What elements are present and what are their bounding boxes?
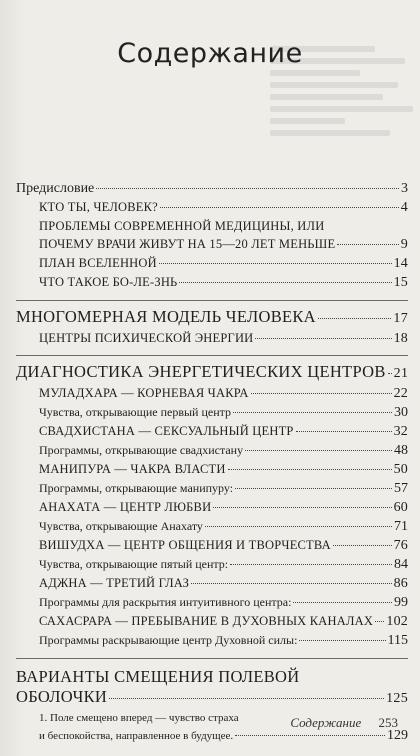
toc-chapter[interactable]: МНОГОМЕРНАЯ МОДЕЛЬ ЧЕЛОВЕКА 17 <box>16 307 408 326</box>
toc-entry[interactable]: Программы, открывающие свадхистану 48 <box>39 443 408 458</box>
toc-entry[interactable]: Чувства, открывающие Анахату 71 <box>39 519 408 534</box>
toc-entry[interactable]: ПОЧЕМУ ВРАЧИ ЖИВУТ НА 15—20 ЛЕТ МЕНЬШЕ 9 <box>39 237 408 252</box>
toc-entry[interactable]: ПЛАН ВСЕЛЕННОЙ 14 <box>39 256 408 271</box>
toc-entry[interactable]: Чувства, открывающие первый центр 30 <box>39 405 408 420</box>
toc-entry[interactable]: Программы для раскрытия интуитивного центра: 99 <box>39 595 408 610</box>
toc-entry[interactable]: ЦЕНТРЫ ПСИХИЧЕСКОЙ ЭНЕРГИИ 18 <box>39 331 408 346</box>
toc-entry[interactable]: КТО ТЫ, ЧЕЛОВЕК? 4 <box>39 200 408 215</box>
section-divider <box>16 300 408 301</box>
toc-entry[interactable]: ЧТО ТАКОЕ БО-ЛЕ-ЗНЬ 15 <box>39 275 408 290</box>
toc-entry[interactable]: и беспокойства, направленное в будущее. 129 <box>39 728 408 743</box>
toc-entry-line[interactable]: ПРОБЛЕМЫ СОВРЕМЕННОЙ МЕДИЦИНЫ, ИЛИ <box>39 219 325 233</box>
toc-entry[interactable]: Программы раскрывающие центр Духовной силы: 115 <box>39 633 408 648</box>
toc-entry[interactable]: ВИШУДХА — ЦЕНТР ОБЩЕНИЯ И ТВОРЧЕСТВА 76 <box>39 538 408 553</box>
toc-chapter[interactable]: ДИАГНОСТИКА ЭНЕРГЕТИЧЕСКИХ ЦЕНТРОВ 21 <box>16 362 409 381</box>
toc-entry-line[interactable]: 1. Поле смещено вперед — чувство страха <box>39 712 239 724</box>
section-divider <box>16 355 408 356</box>
page-number: 253 <box>378 715 398 730</box>
toc-entry[interactable]: АНАХАТА — ЦЕНТР ЛЮБВИ 60 <box>39 500 408 515</box>
toc-entry[interactable]: АДЖНА — ТРЕТИЙ ГЛАЗ 86 <box>39 576 408 591</box>
toc-chapter-line[interactable]: ВАРИАНТЫ СМЕЩЕНИЯ ПОЛЕВОЙ <box>16 667 300 686</box>
table-of-contents <box>16 180 408 745</box>
toc-chapter[interactable]: ОБОЛОЧКИ 125 <box>16 687 408 706</box>
page-title: Содержание <box>117 38 303 69</box>
toc-entry[interactable]: САХАСРАРА — ПРЕБЫВАНИЕ В ДУХОВНЫХ КАНАЛАХ 102 <box>39 614 408 629</box>
toc-entry-preface[interactable]: Предисловие 3 <box>16 181 408 196</box>
chapter2-entries <box>16 384 408 650</box>
toc-entry[interactable]: Чувства, открывающие пятый центр: 84 <box>39 557 408 572</box>
toc-entry[interactable]: СВАДХИСТАНА — СЕКСУАЛЬНЫЙ ЦЕНТР 32 <box>39 424 408 439</box>
toc-entry[interactable]: МАНИПУРА — ЧАКРА ВЛАСТИ 50 <box>39 462 408 477</box>
page-footer <box>290 715 398 731</box>
section-divider <box>16 658 408 659</box>
toc-entry[interactable]: МУЛАДХАРА — КОРНЕВАЯ ЧАКРА 22 <box>39 386 408 401</box>
running-footer-title: Содержание <box>290 715 362 730</box>
toc-entry[interactable]: Программы, открывающие манипуру: 57 <box>39 481 408 496</box>
